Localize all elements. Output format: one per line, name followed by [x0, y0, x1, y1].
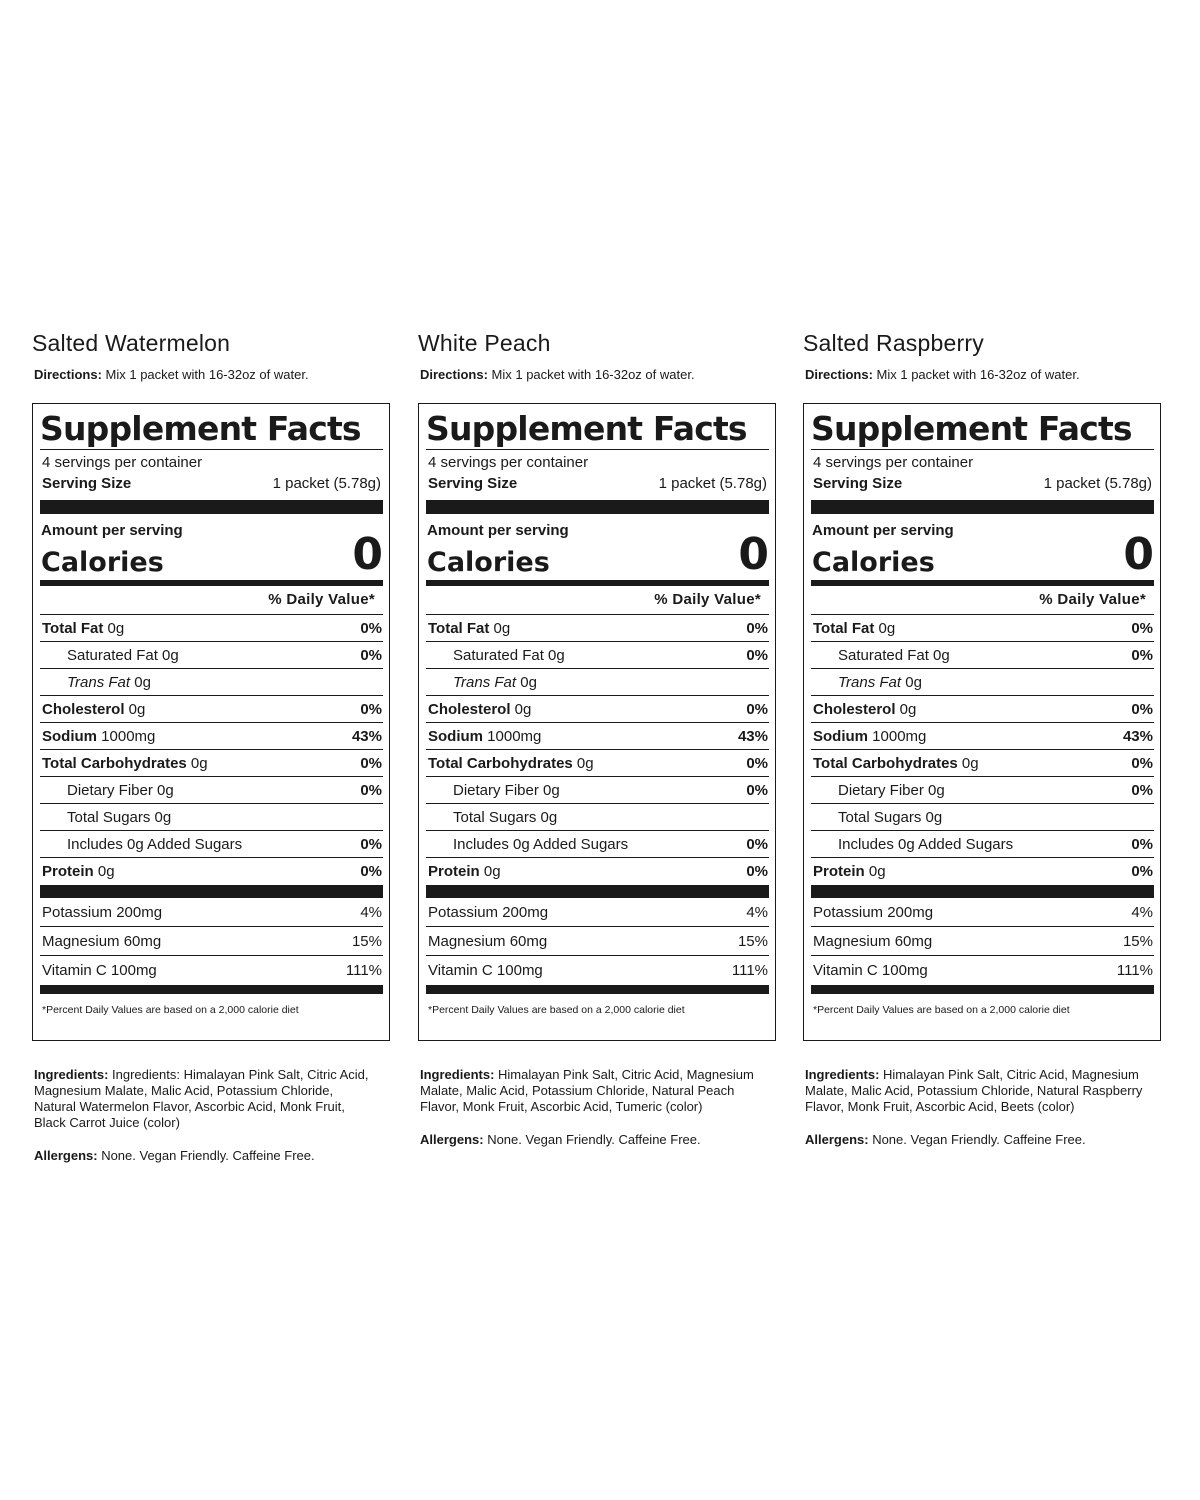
mineral-row	[811, 926, 1154, 955]
mineral-daily-value: 4%	[746, 903, 768, 921]
nutrient-daily-value: 43%	[1122, 727, 1153, 745]
nutrient-name	[813, 701, 916, 718]
mineral-daily-value: 4%	[1131, 903, 1153, 921]
nutrient-daily-value: 0%	[360, 781, 382, 799]
nutrient-name	[813, 863, 886, 880]
nutrient-daily-value: 43%	[737, 727, 768, 745]
nutrient-amount: 1000mg	[868, 727, 927, 745]
nutrient-name	[67, 647, 179, 664]
nutrient-list	[811, 614, 1154, 884]
nutrient-name	[428, 701, 531, 718]
ingredients-text: Himalayan Pink Salt, Citric Acid, Magnesium Malate, Malic Acid, Potassium Chloride, Natural Peach Flavor, Monk Fruit, Ascorbic Acid, Tumeric (color)	[420, 1067, 758, 1114]
directions-text: Mix 1 packet with 16-32oz of water.	[101, 367, 309, 382]
serving-size-label: Serving Size	[813, 475, 903, 492]
amount-per-serving: Amount per serving	[812, 522, 954, 539]
amount-per-serving: Amount per serving	[427, 522, 569, 539]
nutrient-daily-value: 0%	[1131, 754, 1153, 772]
nutrient-amount: Dietary Fiber 0g	[838, 781, 945, 799]
nutrient-label: Sodium	[42, 727, 97, 745]
ingredients	[805, 1067, 1145, 1115]
mineral-daily-value: 111%	[345, 961, 382, 979]
nutrient-amount: 0g	[186, 754, 208, 772]
nutrient-amount: Saturated Fat 0g	[67, 646, 179, 664]
nutrient-daily-value: 0%	[746, 700, 768, 718]
thick-divider	[40, 985, 383, 994]
nutrient-amount: Saturated Fat 0g	[838, 646, 950, 664]
mineral-row	[426, 898, 769, 926]
directions-label: Directions:	[805, 367, 873, 382]
nutrient-amount: 0g	[93, 862, 115, 880]
allergens-text: None. Vegan Friendly. Caffeine Free.	[868, 1132, 1086, 1147]
nutrient-row	[426, 803, 769, 830]
allergens-label: Allergens:	[34, 1148, 98, 1163]
nutrient-amount: Total Sugars 0g	[838, 808, 943, 826]
nutrient-name	[453, 674, 537, 691]
daily-value-header: % Daily Value*	[654, 591, 761, 608]
nutrient-amount: Dietary Fiber 0g	[453, 781, 560, 799]
nutrient-name	[428, 620, 510, 637]
flavor-name: White Peach	[418, 330, 551, 356]
nutrient-daily-value: 0%	[1131, 835, 1153, 853]
nutrient-row	[40, 614, 383, 641]
nutrient-amount: 1000mg	[483, 727, 542, 745]
mineral-daily-value: 111%	[731, 961, 768, 979]
nutrient-name	[42, 620, 124, 637]
nutrient-list	[40, 614, 383, 884]
nutrient-daily-value: 0%	[746, 781, 768, 799]
thick-divider	[426, 885, 769, 898]
nutrient-label: Total Carbohydrates	[428, 754, 573, 772]
nutrient-name	[428, 863, 501, 880]
nutrient-name	[453, 782, 560, 799]
mineral-daily-value: 4%	[360, 903, 382, 921]
nutrient-amount: 0g	[895, 700, 917, 718]
nutrient-row	[40, 857, 383, 884]
nutrient-name	[67, 836, 242, 853]
allergens	[805, 1132, 1163, 1148]
directions-text: Mix 1 packet with 16-32oz of water.	[487, 367, 695, 382]
servings-per-container: 4 servings per container	[813, 454, 974, 471]
nutrient-name	[67, 809, 171, 826]
nutrient-label: Protein	[42, 862, 94, 880]
nutrient-label: Trans Fat	[453, 673, 517, 691]
nutrient-label: Sodium	[428, 727, 483, 745]
daily-value-header: % Daily Value*	[268, 591, 375, 608]
nutrient-label: Total Fat	[813, 619, 875, 637]
nutrient-amount: 0g	[864, 862, 886, 880]
nutrient-daily-value: 0%	[1131, 700, 1153, 718]
flavor-column-watermelon	[32, 328, 392, 1164]
nutrient-row	[426, 722, 769, 749]
mineral-name: Vitamin C 100mg	[42, 961, 157, 979]
nutrient-amount: 0g	[124, 700, 146, 718]
nutrient-row	[811, 749, 1154, 776]
nutrient-row	[40, 641, 383, 668]
nutrient-name	[67, 674, 151, 691]
mineral-row	[40, 926, 383, 955]
nutrient-name	[428, 755, 594, 772]
nutrient-amount: Dietary Fiber 0g	[67, 781, 174, 799]
nutrient-name	[428, 728, 541, 745]
nutrient-row	[811, 614, 1154, 641]
nutrient-amount: 0g	[489, 619, 511, 637]
nutrient-label: Cholesterol	[428, 700, 511, 718]
nutrient-label: Trans Fat	[67, 673, 131, 691]
allergens	[34, 1148, 392, 1164]
nutrient-row	[811, 668, 1154, 695]
nutrient-daily-value: 0%	[360, 619, 382, 637]
mineral-name: Potassium 200mg	[428, 903, 549, 921]
nutrient-amount: 0g	[516, 673, 537, 691]
mineral-row	[40, 898, 383, 926]
supplement-facts-panel	[803, 403, 1161, 1041]
nutrient-row	[40, 776, 383, 803]
nutrient-name	[838, 782, 945, 799]
amount-per-serving: Amount per serving	[41, 522, 183, 539]
ingredients-label: Ingredients:	[34, 1067, 109, 1082]
mineral-name: Potassium 200mg	[813, 903, 934, 921]
mineral-row	[426, 955, 769, 984]
nutrient-row	[811, 641, 1154, 668]
flavor-column-raspberry	[803, 328, 1163, 1148]
calories-label: Calories	[41, 547, 164, 578]
serving-size-row	[811, 473, 1154, 494]
nutrient-amount: 0g	[874, 619, 896, 637]
nutrient-row	[40, 830, 383, 857]
nutrient-row	[426, 749, 769, 776]
allergens-label: Allergens:	[420, 1132, 484, 1147]
nutrient-daily-value: 0%	[360, 835, 382, 853]
nutrient-row	[40, 749, 383, 776]
directions	[420, 366, 778, 384]
nutrient-amount: 1000mg	[97, 727, 156, 745]
nutrient-row	[426, 668, 769, 695]
ingredients	[420, 1067, 760, 1115]
nutrient-row	[40, 668, 383, 695]
supplement-facts-panel	[32, 403, 390, 1041]
calories-label: Calories	[427, 547, 550, 578]
nutrient-name	[453, 647, 565, 664]
nutrient-label: Total Fat	[428, 619, 490, 637]
mineral-name: Potassium 200mg	[42, 903, 163, 921]
mineral-list	[426, 898, 769, 984]
mineral-name: Vitamin C 100mg	[813, 961, 928, 979]
nutrient-daily-value: 0%	[746, 835, 768, 853]
mineral-row	[426, 926, 769, 955]
nutrient-name	[813, 728, 926, 745]
nutrient-daily-value: 0%	[1131, 619, 1153, 637]
nutrient-label: Total Carbohydrates	[42, 754, 187, 772]
mineral-name: Magnesium 60mg	[42, 932, 162, 950]
nutrient-amount: Includes 0g Added Sugars	[453, 835, 629, 853]
nutrient-name	[453, 836, 628, 853]
nutrient-row	[811, 722, 1154, 749]
mineral-row	[811, 955, 1154, 984]
ingredients-text: Himalayan Pink Salt, Citric Acid, Magnesium Malate, Malic Acid, Potassium Chloride, Natural Raspberry Flavor, Monk Fruit, Ascorbic Acid, Beets (color)	[805, 1067, 1147, 1114]
nutrient-daily-value: 0%	[360, 862, 382, 880]
nutrient-name	[838, 809, 942, 826]
mineral-name: Magnesium 60mg	[428, 932, 548, 950]
nutrient-row	[426, 776, 769, 803]
nutrient-daily-value: 0%	[1131, 781, 1153, 799]
mineral-daily-value: 15%	[351, 932, 382, 950]
nutrient-daily-value: 0%	[1131, 862, 1153, 880]
thick-divider	[811, 500, 1154, 514]
mineral-row	[40, 955, 383, 984]
thick-divider	[40, 500, 383, 514]
panel-title: Supplement Facts	[426, 409, 747, 448]
supplement-facts-panel	[418, 403, 776, 1041]
mineral-list	[811, 898, 1154, 984]
serving-size-label: Serving Size	[428, 475, 518, 492]
nutrient-label: Sodium	[813, 727, 868, 745]
nutrient-name	[813, 620, 895, 637]
servings-per-container: 4 servings per container	[42, 454, 203, 471]
nutrient-label: Trans Fat	[838, 673, 902, 691]
nutrient-amount: 0g	[479, 862, 501, 880]
nutrient-label: Protein	[428, 862, 480, 880]
nutrient-amount: Total Sugars 0g	[67, 808, 172, 826]
flavor-name: Salted Raspberry	[803, 330, 984, 356]
allergens	[420, 1132, 778, 1148]
panel-title: Supplement Facts	[40, 409, 361, 448]
mineral-daily-value: 111%	[1116, 961, 1153, 979]
calories-label: Calories	[812, 547, 935, 578]
nutrient-row	[811, 695, 1154, 722]
mineral-row	[811, 898, 1154, 926]
nutrient-row	[40, 803, 383, 830]
ingredients-text: Ingredients: Himalayan Pink Salt, Citric Acid, Magnesium Malate, Malic Acid, Potassium Chloride, Natural Watermelon Flavor, Ascorbic Acid, Monk Fruit, Black Carrot Juice (color)	[34, 1067, 373, 1130]
nutrient-amount: Total Sugars 0g	[453, 808, 558, 826]
serving-size-row	[40, 473, 383, 494]
flavor-name: Salted Watermelon	[32, 330, 231, 356]
nutrient-amount: 0g	[130, 673, 151, 691]
nutrient-row	[40, 722, 383, 749]
nutrient-daily-value: 0%	[360, 754, 382, 772]
serving-size-value: 1 packet (5.78g)	[1043, 475, 1152, 492]
flavor-column-peach	[418, 328, 778, 1148]
nutrient-name	[42, 728, 155, 745]
nutrient-daily-value: 0%	[746, 646, 768, 664]
nutrient-daily-value: 0%	[746, 862, 768, 880]
nutrient-amount: 0g	[572, 754, 594, 772]
nutrient-name	[838, 836, 1013, 853]
thick-divider	[811, 885, 1154, 898]
nutrient-amount: 0g	[103, 619, 125, 637]
nutrient-label: Protein	[813, 862, 865, 880]
directions	[805, 366, 1163, 384]
nutrient-name	[42, 755, 208, 772]
nutrient-amount: 0g	[901, 673, 922, 691]
nutrient-amount: Includes 0g Added Sugars	[67, 835, 243, 853]
nutrient-list	[426, 614, 769, 884]
directions-label: Directions:	[420, 367, 488, 382]
mineral-daily-value: 15%	[737, 932, 768, 950]
nutrient-amount: Includes 0g Added Sugars	[838, 835, 1014, 853]
nutrient-label: Total Fat	[42, 619, 104, 637]
nutrient-label: Cholesterol	[42, 700, 125, 718]
nutrient-label: Cholesterol	[813, 700, 896, 718]
nutrient-daily-value: 0%	[746, 754, 768, 772]
nutrient-row	[426, 641, 769, 668]
calories-value: 0	[738, 529, 769, 580]
allergens-text: None. Vegan Friendly. Caffeine Free.	[483, 1132, 701, 1147]
thick-divider	[426, 500, 769, 514]
calories-value: 0	[352, 529, 383, 580]
mineral-name: Magnesium 60mg	[813, 932, 933, 950]
nutrient-daily-value: 0%	[1131, 646, 1153, 664]
daily-value-footnote: *Percent Daily Values are based on a 2,000 calorie diet	[42, 1004, 299, 1016]
thick-divider	[40, 885, 383, 898]
nutrient-row	[426, 830, 769, 857]
servings-per-container: 4 servings per container	[428, 454, 589, 471]
nutrient-daily-value: 0%	[746, 619, 768, 637]
nutrient-name	[838, 674, 922, 691]
nutrient-name	[67, 782, 174, 799]
nutrient-name	[453, 809, 557, 826]
nutrient-daily-value: 0%	[360, 700, 382, 718]
allergens-text: None. Vegan Friendly. Caffeine Free.	[97, 1148, 315, 1163]
nutrient-name	[42, 863, 115, 880]
thick-divider	[426, 985, 769, 994]
mineral-name: Vitamin C 100mg	[428, 961, 543, 979]
nutrient-daily-value: 0%	[360, 646, 382, 664]
nutrient-row	[811, 830, 1154, 857]
nutrient-row	[426, 614, 769, 641]
serving-size-value: 1 packet (5.78g)	[658, 475, 767, 492]
mineral-list	[40, 898, 383, 984]
ingredients	[34, 1067, 374, 1131]
daily-value-footnote: *Percent Daily Values are based on a 2,000 calorie diet	[813, 1004, 1070, 1016]
thick-divider	[811, 985, 1154, 994]
panel-title: Supplement Facts	[811, 409, 1132, 448]
nutrient-row	[426, 695, 769, 722]
daily-value-footnote: *Percent Daily Values are based on a 2,000 calorie diet	[428, 1004, 685, 1016]
nutrient-row	[426, 857, 769, 884]
nutrient-row	[811, 857, 1154, 884]
serving-size-label: Serving Size	[42, 475, 132, 492]
ingredients-label: Ingredients:	[420, 1067, 495, 1082]
nutrient-row	[811, 803, 1154, 830]
daily-value-header: % Daily Value*	[1039, 591, 1146, 608]
directions	[34, 366, 392, 384]
mineral-daily-value: 15%	[1122, 932, 1153, 950]
nutrient-daily-value: 43%	[351, 727, 382, 745]
nutrient-label: Total Carbohydrates	[813, 754, 958, 772]
nutrient-name	[813, 755, 979, 772]
directions-label: Directions:	[34, 367, 102, 382]
ingredients-label: Ingredients:	[805, 1067, 880, 1082]
nutrient-row	[40, 695, 383, 722]
nutrient-name	[838, 647, 950, 664]
nutrient-row	[811, 776, 1154, 803]
nutrient-amount: 0g	[957, 754, 979, 772]
serving-size-row	[426, 473, 769, 494]
allergens-label: Allergens:	[805, 1132, 869, 1147]
nutrient-amount: Saturated Fat 0g	[453, 646, 565, 664]
nutrient-name	[42, 701, 145, 718]
directions-text: Mix 1 packet with 16-32oz of water.	[872, 367, 1080, 382]
nutrient-amount: 0g	[510, 700, 532, 718]
serving-size-value: 1 packet (5.78g)	[272, 475, 381, 492]
calories-value: 0	[1123, 529, 1154, 580]
